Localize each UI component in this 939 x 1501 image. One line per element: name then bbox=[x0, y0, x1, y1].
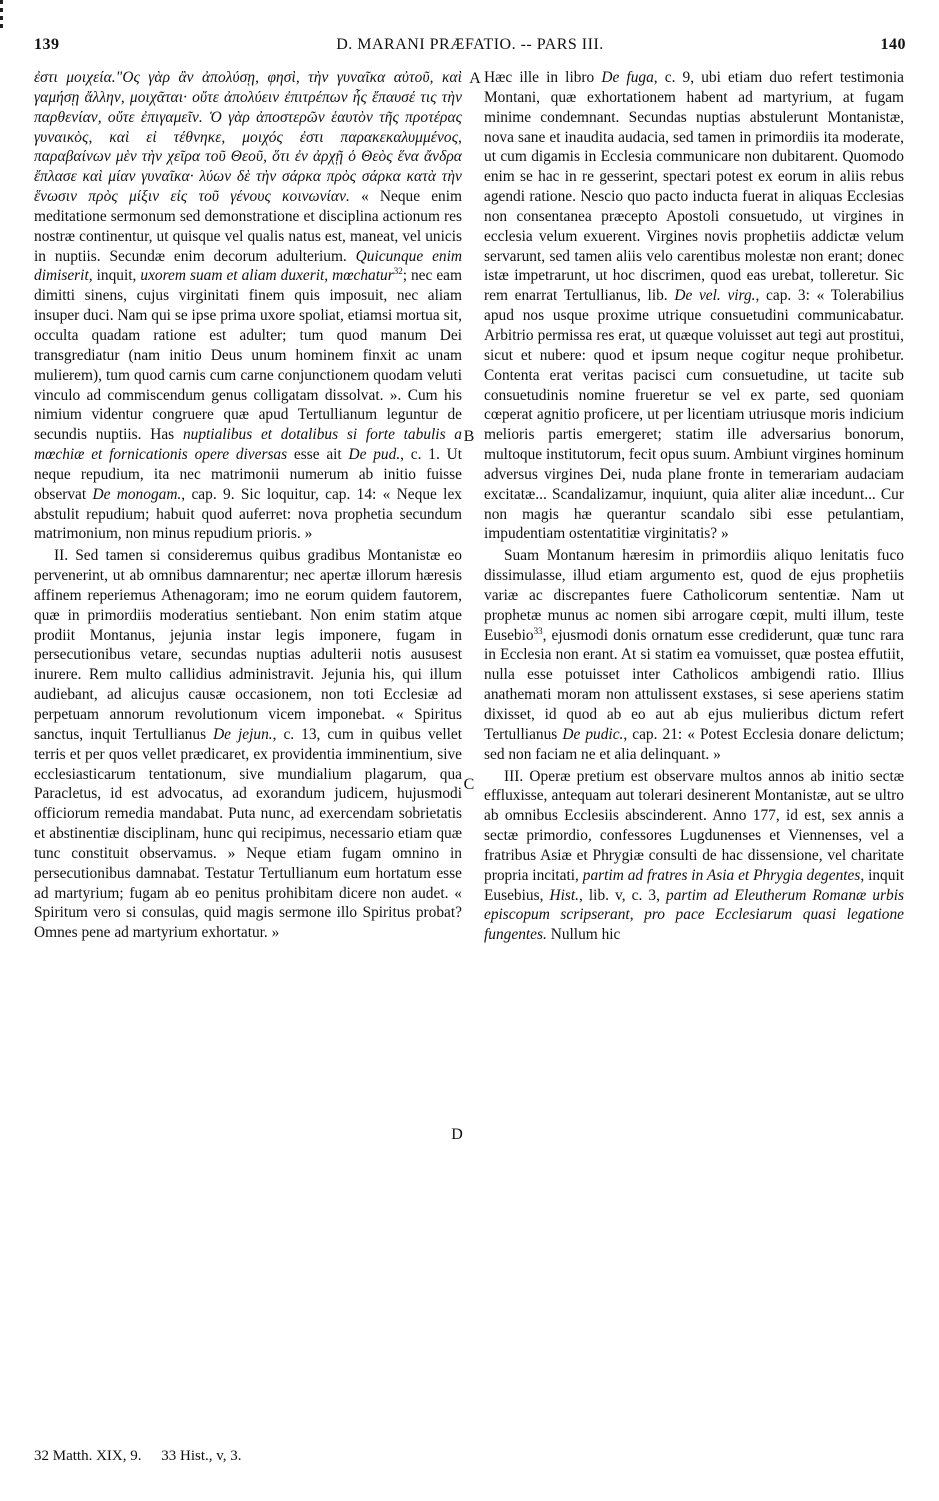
work-title: De jejun. bbox=[213, 725, 273, 743]
work-title: De pud. bbox=[348, 446, 401, 464]
latin-text: , inquit Eusebius, bbox=[484, 866, 905, 904]
work-title: De monogam. bbox=[92, 485, 182, 503]
latin-text: Suam Montanum hæresim in primordiis aliquo lenitatis fuco dissimulasse, illud etiam argumento est, quod de ejus prophetiis variæ ac discrepantes fuere Catholicorum sententiæ. Nam ut prophetæ munus ac nomen sibi arrogare cœpit, multi illum, teste Eusebio bbox=[484, 547, 904, 644]
latin-text: , c. 13, cum in quibus vellet terris et per quos vellet prædicaret, ex providentia imminentium, sive ecclesiasticarum tentationum, sive mundialium plagarum, qua Paracletus, id est advocatus, ad exorandum judicem, hujusmodi officiorum remedia mandabat. Puta nunc, ad exercendam sobrietatis et abstinentiæ disciplinam, hunc qui recipimus, necessario etiam quæ tunc constituit observamus. » Neque etiam fugam omnino in persecutionibus damnabat. Testatur Tertullianum eum hortatum esse ad martyrium; fugam ab eo penitus prohibitam dicere non audet. « Spiritum vero si consulas, quid magis sermone illo Spiritus probat? Omnes pene ad martyrium exhortatur. » bbox=[34, 725, 463, 942]
section-marker-b: B bbox=[463, 428, 475, 445]
latin-text: esse ait bbox=[293, 446, 342, 464]
latin-text: , c. 9, ubi etiam duo refert testimonia Montani, quæ exhortationem habent ad martyrium, at fugam minime condemnant. Secundas nuptias abstulerunt Montanistæ, nova sane et inaudita audacia, sed tamen in primordiis ita moderate, ut cum digamis in Ecclesia communicare non dubitarent. Quomodo enim se hac in re gesserint, spectari potest ex eorum in aliis rebus agendi ratione. Nescio quo pacto inducta fuerat in aliquas Ecclesias non consentanea præcepto Apostoli consuetudo, ut virgines in ecclesia velum exuerent. Virgines novis prophetiis addictæ velum servarunt, sed tamen aliis velo carentibus molestæ non erant; donec istæ impetrarunt, ut hoc discrimen, quod eas urebat, tolleretur. Sic rem enarrat Tertullianus, lib. bbox=[484, 69, 905, 305]
running-title: D. MARANI PRÆFATIO. -- PARS III. bbox=[336, 36, 604, 53]
greek-quotation: ἐστι μοιχεία."Ος γὰρ ἂν ἀπολύσῃ, φησὶ, τὴν γυναῖκα αὐτοῦ, καὶ γαμήσῃ ἄλλην, μοιχᾶται· οὔτε ἀπολύειν ἐπιτρέπων ἧς ἔπαυσέ τις τὴν παρθενίαν, οὔτε ἐπιγαμεῖν. Ὁ γὰρ ἀποστερῶν ἑαυτὸν τῆς προτέρας γυναικὸς, καὶ εἰ τέθνηκε, μοιχός ἐστι παρακεκαλυμμένος, παραβαίνων μὲν τὴν χεῖρα τοῦ Θεοῦ, ὅτι ἐν ἀρχῇ ὁ Θεὸς ἕνα ἄνδρα ἔπλασε καὶ μίαν γυναῖκα· λύων δὲ τὴν σάρκα πρὸς σάρκα κατὰ τὴν ἕνωσιν πρὸς μίξιν εἰς τοῦ γένους κοινωνίαν. bbox=[34, 69, 462, 206]
italic-quote: partim ad Eleutherum Romanæ urbis episcopum scripserant, pro pace Ecclesiarum quasi legatione fungentes. bbox=[484, 886, 904, 944]
footnote-ref-33: 33 bbox=[533, 625, 543, 636]
page-number-left: 139 bbox=[34, 36, 60, 53]
right-paragraph-2 bbox=[484, 546, 904, 764]
latin-text: Hæc ille in libro bbox=[484, 69, 595, 86]
latin-text: ; nec eam dimitti sinens, cujus virginitati finem quis imposuit, nec aliam insuper duci. Nam qui se ipse prima uxore spoliat, etiamsi mortua sit, occulta quadam ratione est adulter; tum quod manum Dei transgrediatur (nam initio Deus unum hominem finxit ac unam mulierem), tum quod carnis cum carne conjunctionem quodam veluti vinculo ad commiscendum genus colligatam dissolvat. ». Cum his nimium videntur congruere quæ apud Tertullianum leguntur de secundis nuptiis. Has bbox=[34, 267, 462, 444]
italic-quote: partim ad fratres in Asia et Phrygia degentes bbox=[582, 866, 861, 884]
footnote-33: 33 Hist., v, 3. bbox=[161, 1448, 242, 1464]
work-title: Hist. bbox=[549, 886, 579, 904]
latin-text: , ejusmodi donis ornatum esse crediderunt, quæ tunc rara in Ecclesia non erant. At si statim ea vomuisset, quæ postea effutiit, nulla esse potuisset inter Catholicos ambigendi ratio. Illius anathemati moram non attulissent exstases, si sese aperiens statim dixisset, id quod ab eo aut ab ejus mulieribus dictum refert Tertullianus bbox=[484, 626, 904, 743]
latin-text: II. Sed tamen si consideremus quibus gradibus Montanistæ eo pervenerint, ut ab omnibus damnarentur; nec apertæ illorum hæresis affinem reperiemus Athenagoram; imo ne eorum quidem fautorem, quæ in primordiis moderatius sentiebant. Non enim statim atque prodiit Montanus, jejunia instar legis imponere, fugam in persecutionibus vetare, secundas nuptias adulterii notis aususest inurere. Rem multo callidius administravit. Jejunia his, qui illum audiebant, ad alicujus causæ occasionem, non toti Ecclesiæ ad perpetuam annorum revolutionum vicem imponebat. « Spiritus sanctus, inquit Tertullianus bbox=[34, 547, 462, 743]
section-marker-d: D bbox=[451, 1126, 463, 1143]
footnote-32: 32 Matth. XIX, 9. bbox=[34, 1448, 142, 1464]
right-paragraph-3 bbox=[484, 767, 904, 946]
left-column bbox=[34, 68, 462, 943]
latin-text: inquit, bbox=[96, 267, 137, 285]
footnotes bbox=[34, 1448, 242, 1465]
page-number-right: 140 bbox=[880, 36, 906, 53]
right-column bbox=[484, 68, 904, 945]
latin-text: Nullum hic bbox=[550, 926, 621, 944]
work-title: De pudic. bbox=[562, 725, 624, 743]
latin-text: , lib. v, c. 3, bbox=[579, 886, 660, 904]
latin-text: « Neque enim meditatione sermonum sed demonstratione et disciplina actionum res nostræ continentur, ut quisque vel qualis natus est, maneat, vel unicis in nuptiis. Secundæ enim decorum adulterium. bbox=[34, 188, 462, 265]
left-paragraph-1 bbox=[34, 68, 462, 544]
latin-text: , c. 1. Ut neque repudium, ita nec matrimonii numerum ab initio fuisse observat bbox=[34, 446, 462, 503]
italic-quote: nuptialibus et dotalibus si forte tabulis a mœchiæ et fornicationis opere diversas bbox=[34, 426, 462, 464]
latin-text: , cap. 9. Sic loquitur, cap. 14: « Neque lex abstulit repudium; habuit quod auferret: nova prophetia secundum matrimonium, non minus repudium prioris. » bbox=[34, 485, 462, 543]
section-marker-c: C bbox=[463, 776, 475, 793]
latin-text: , cap. 21: « Potest Ecclesia donare delictum; sed non faciam ne et alia delinquant. » bbox=[484, 725, 904, 763]
running-header bbox=[34, 36, 906, 58]
footnote-ref-32: 32 bbox=[393, 266, 403, 277]
latin-text: III. Operæ pretium est observare multos annos ab initio sectæ effluxisse, antequam aut tolerari desinerent Montanistæ, aut se ultro ab omnibus Ecclesiis abscinderent. Anno 177, id est, sex annis a sectæ primordio, confessores Lugdunenses et Viennenses, vel a fratribus Asiæ et Phrygiæ consulti de hac dissensione, vel charitate propria incitati, bbox=[484, 767, 904, 884]
right-paragraph-1 bbox=[484, 68, 904, 544]
section-marker-a: A bbox=[469, 70, 481, 87]
italic-quote: Quicunque enim dimiserit, bbox=[34, 247, 462, 285]
work-title: De vel. virg. bbox=[674, 287, 756, 305]
italic-quote: uxorem suam et aliam duxerit, mœchatur bbox=[140, 267, 394, 285]
work-title: De fuga bbox=[601, 69, 654, 86]
left-paragraph-2 bbox=[34, 546, 462, 943]
latin-text: , cap. 3: « Tolerabilius apud nos usque proxime utrique consuetudini communicabatur. Arbitrio permissa res erat, ut quæque voluisset aut tegi aut prostitui, sicut et nubere: quod et ipsum neque cogitur neque prohibetur. Contenta erat veritas pacisci cum consuetudine, ut tacite sub consuetudinis nomine frueretur se vel ex parte, sed quoniam cœperat agnitio proficere, ut per licentiam utriusque moris indicium melioris partis emergeret; statim ille adversarius bonorum, multoque institutorum, fecit opus suum. Ambiunt virgines hominum adversus virgines Dei, nuda plane fronte in temerariam audaciam excitatæ... Scandalizamur, inquiunt, quia aliter aliæ incedunt... Cur non magis hæ querantur scandalo sibi esse petulantiam, impudentiam ostentatitiæ virginitatis? » bbox=[484, 287, 904, 543]
page-edge-marks bbox=[0, 0, 4, 60]
